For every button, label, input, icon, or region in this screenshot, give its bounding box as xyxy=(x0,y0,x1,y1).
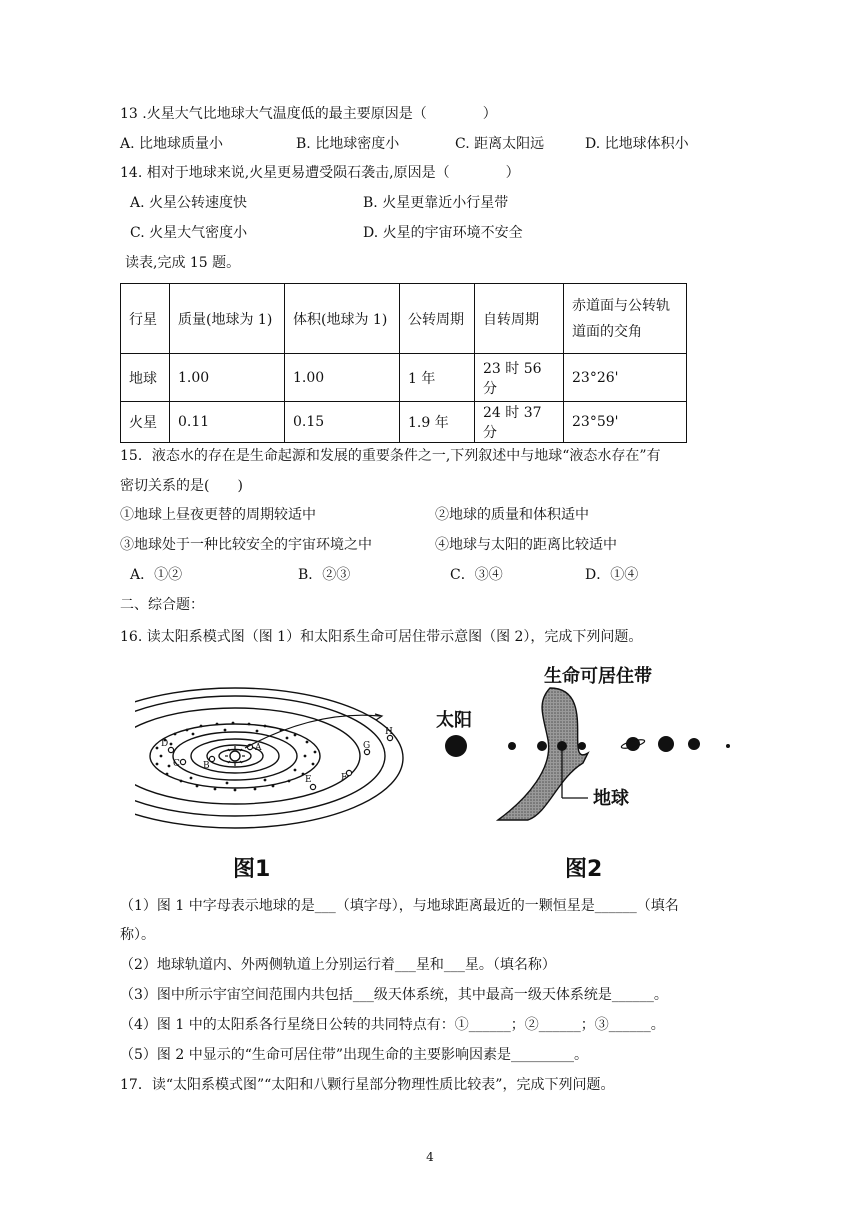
q13-option-c: C. 距离太阳远 xyxy=(455,136,545,152)
q16-sub3: （3）图中所示宇宙空间范围内共包括___级天体系统，其中最高一级天体系统是______。 xyxy=(120,987,668,1003)
sun-icon xyxy=(225,746,245,766)
fig1-letter-d: D xyxy=(161,739,169,749)
q16-sub4: （4）图 1 中的太阳系各行星绕日公转的共同特点有：①______；②______；③______。 xyxy=(120,1017,665,1033)
q15-stem-line1: 15．液态水的存在是生命起源和发展的重要条件之一,下列叙述中与地球“液态水存在”有 xyxy=(120,448,661,464)
fig1-letter-b: B xyxy=(203,761,210,771)
fig1-letter-g: G xyxy=(363,741,371,751)
saturn-icon xyxy=(621,737,646,751)
cell-planet: 地球 xyxy=(121,354,170,402)
q16-sub1-line1: （1）图 1 中字母表示地球的是___（填字母），与地球距离最近的一颗恒星是______（填名 xyxy=(120,898,679,914)
q14-option-a: A. 火星公转速度快 xyxy=(130,195,248,211)
header-obliquity-line2: 道面的交角 xyxy=(572,323,642,340)
header-rotation: 自转周期 xyxy=(475,284,564,354)
cell-rotation: 23 时 56 分 xyxy=(475,354,564,402)
q15-option-b: B．②③ xyxy=(298,567,351,583)
q15-item-2: ②地球的质量和体积适中 xyxy=(435,507,589,523)
cell-volume: 0.15 xyxy=(285,402,400,443)
cell-obliquity: 23°26' xyxy=(564,354,687,402)
cell-revolution: 1 年 xyxy=(400,354,475,402)
q17-stem: 17．读“太阳系模式图”“太阳和八颗行星部分物理性质比较表”，完成下列问题。 xyxy=(120,1077,615,1093)
cell-obliquity: 23°59' xyxy=(564,402,687,443)
cell-rotation: 24 时 37 分 xyxy=(475,402,564,443)
planet-table xyxy=(120,283,687,443)
q13-option-d: D. 比地球体积小 xyxy=(585,136,689,152)
q15-option-a: A．①② xyxy=(130,567,183,583)
q15-item-3: ③地球处于一种比较安全的宇宙环境之中 xyxy=(120,537,372,553)
q14-option-c: C. 火星大气密度小 xyxy=(130,225,248,241)
header-revolution: 公转周期 xyxy=(400,284,475,354)
q16-sub2: （2）地球轨道内、外两侧轨道上分别运行着___星和___星。（填名称） xyxy=(120,957,556,973)
q15-item-4: ④地球与太阳的距离比较适中 xyxy=(435,537,617,553)
fig2-sun-dot xyxy=(445,735,467,757)
solar-system-diagram xyxy=(135,670,405,830)
q16-sub1-line2: 称）。 xyxy=(120,927,155,943)
cell-mass: 0.11 xyxy=(170,402,285,443)
q13-option-a: A. 比地球质量小 xyxy=(120,136,224,152)
fig1-letter-f: F xyxy=(341,773,348,783)
fig1-letter-a: A xyxy=(255,743,262,753)
header-obliquity-line1: 赤道面与公转轨 xyxy=(572,297,670,314)
cell-revolution: 1.9 年 xyxy=(400,402,475,443)
q16-sub5: （5）图 2 中显示的“生命可居住带”出现生命的主要影响因素是_________。 xyxy=(120,1047,589,1063)
header-mass: 质量(地球为 1) xyxy=(170,284,285,354)
fig1-caption: 图1 xyxy=(233,857,271,882)
fig2-earth-label: 地球 xyxy=(593,788,629,809)
fig1-letter-e: E xyxy=(305,775,312,785)
fig1-letter-c: C xyxy=(173,759,180,769)
table-row xyxy=(121,402,687,443)
q15-stem-line2: 密切关系的是( ) xyxy=(120,478,243,494)
q15-option-d: D．①④ xyxy=(585,567,639,583)
q15-item-1: ①地球上昼夜更替的周期较适中 xyxy=(120,507,316,523)
page-number: 4 xyxy=(426,1150,434,1164)
q14-option-d: D. 火星的宇宙环境不安全 xyxy=(363,225,523,241)
q14-option-b: B. 火星更靠近小行星带 xyxy=(363,195,509,211)
table-intro: 读表,完成 15 题。 xyxy=(125,255,241,271)
q15-option-c: C．③④ xyxy=(450,567,503,583)
section-2-heading: 二、综合题： xyxy=(120,597,204,613)
fig2-title: 生命可居住带 xyxy=(544,666,652,687)
habitable-zone-diagram xyxy=(428,658,740,838)
cell-planet: 火星 xyxy=(121,402,170,443)
habitable-zone-band xyxy=(498,688,588,820)
header-obliquity xyxy=(564,284,687,354)
fig1-letter-h: H xyxy=(385,727,393,737)
table-header-row xyxy=(121,284,687,354)
q13-option-b: B. 比地球密度小 xyxy=(296,136,400,152)
fig2-sun-label: 太阳 xyxy=(436,710,472,731)
fig2-caption: 图2 xyxy=(565,857,603,882)
cell-volume: 1.00 xyxy=(285,354,400,402)
q16-stem: 16. 读太阳系模式图（图 1）和太阳系生命可居住带示意图（图 2），完成下列问题。 xyxy=(120,629,643,645)
q14-stem: 14. 相对于地球来说,火星更易遭受陨石袭击,原因是（ ） xyxy=(120,165,520,181)
cell-mass: 1.00 xyxy=(170,354,285,402)
header-planet: 行星 xyxy=(121,284,170,354)
q13-stem: 13 .火星大气比地球大气温度低的最主要原因是（ ） xyxy=(120,106,497,122)
header-volume: 体积(地球为 1) xyxy=(285,284,400,354)
table-row xyxy=(121,354,687,402)
